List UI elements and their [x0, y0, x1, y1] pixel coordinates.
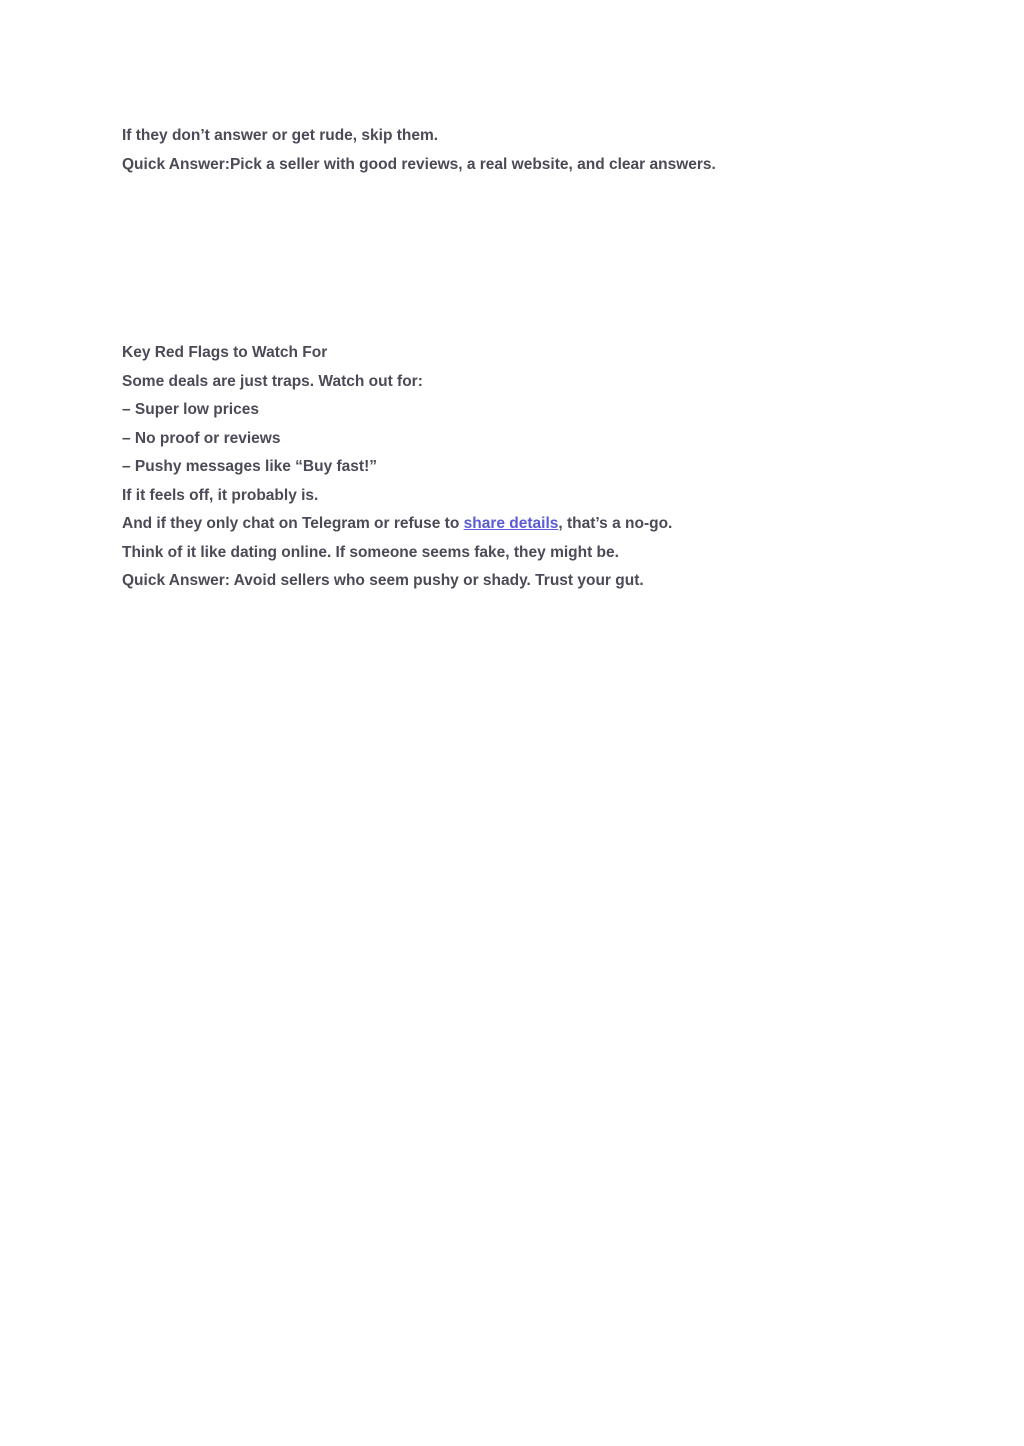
line-after-bullets: If it feels off, it probably is. — [122, 486, 319, 504]
section-one-line-2: Quick Answer:Pick a seller with good reviews, a real website, and clear answers. — [122, 155, 716, 173]
bullet-item-2: – No proof or reviews — [122, 429, 281, 447]
section-two — [122, 339, 922, 596]
telegram-line-after: , that’s a no-go. — [558, 515, 673, 532]
section-two-intro: Some deals are just traps. Watch out for: — [122, 372, 423, 390]
telegram-line-before: And if they only chat on Telegram or refuse to — [122, 515, 464, 532]
telegram-line — [122, 510, 922, 539]
document-content — [122, 122, 922, 596]
section-two-quick-answer: Quick Answer: Avoid sellers who seem pushy or shady. Trust your gut. — [122, 572, 644, 589]
dating-line: Think of it like dating online. If someone seems fake, they might be. — [122, 543, 619, 561]
bullet-item-1: – Super low prices — [122, 401, 259, 418]
section-two-heading: Key Red Flags to Watch For — [122, 344, 328, 361]
section-one-line-1: If they don’t answer or get rude, skip them. — [122, 127, 439, 144]
section-one — [122, 122, 922, 179]
section-spacer — [122, 179, 922, 339]
bullet-item-3: – Pushy messages like “Buy fast!” — [122, 458, 378, 475]
share-details-link[interactable]: share details — [463, 515, 559, 532]
